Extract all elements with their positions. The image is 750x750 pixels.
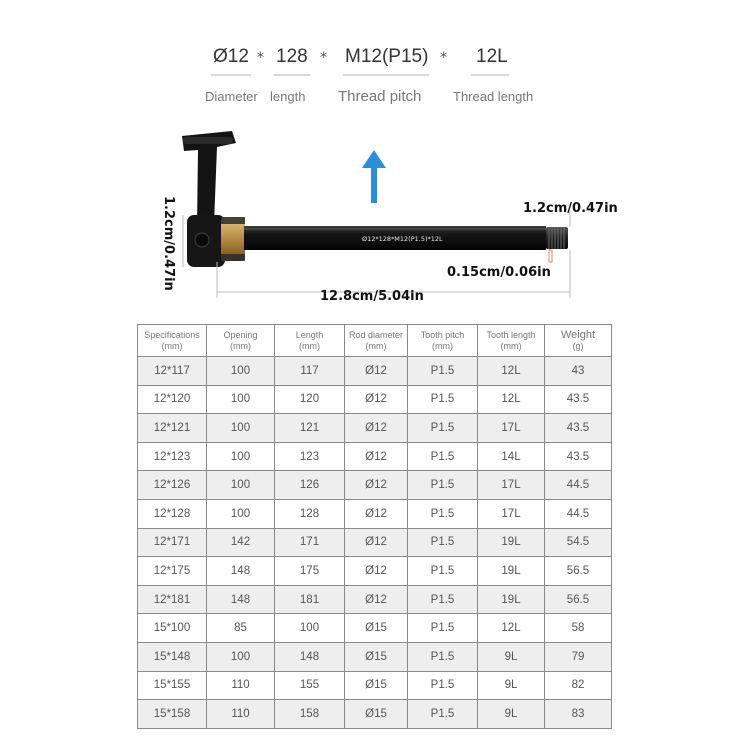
column-header-unit: (mm) <box>432 340 453 351</box>
axle-diagram <box>0 0 750 320</box>
table-cell: 9L <box>478 642 545 671</box>
table-cell: 56.5 <box>545 557 612 586</box>
caption-thread-length: Thread length <box>453 89 534 104</box>
table-cell: Ø12 <box>345 357 408 386</box>
table-cell: Ø12 <box>345 442 408 471</box>
table-cell: P1.5 <box>408 585 478 614</box>
table-cell: 43.5 <box>545 442 612 471</box>
gold-nut <box>221 217 245 261</box>
table-cell: 12*175 <box>138 557 207 586</box>
table-cell: 12*123 <box>138 442 207 471</box>
table-cell: 15*148 <box>138 642 207 671</box>
table-cell: P1.5 <box>408 442 478 471</box>
thread-diameter-label: 1.2cm/0.47in <box>523 201 618 216</box>
table-cell: 100 <box>207 499 275 528</box>
table-cell: 181 <box>275 585 345 614</box>
table-cell: 19L <box>478 528 545 557</box>
table-header-row <box>138 325 612 357</box>
table-row <box>138 671 612 700</box>
table-cell: 12*120 <box>138 385 207 414</box>
table-cell: P1.5 <box>408 471 478 500</box>
table-cell: P1.5 <box>408 700 478 729</box>
table-cell: 83 <box>545 700 612 729</box>
table-cell: 155 <box>275 671 345 700</box>
table-cell: 12*171 <box>138 528 207 557</box>
table-cell: 100 <box>207 414 275 443</box>
table-cell: 82 <box>545 671 612 700</box>
table-cell: 43.5 <box>545 385 612 414</box>
table-cell: 175 <box>275 557 345 586</box>
table-cell: 12*121 <box>138 414 207 443</box>
table-cell: 100 <box>275 614 345 643</box>
table-cell: 43.5 <box>545 414 612 443</box>
thread-pitch-value: M12(P15) <box>345 46 429 67</box>
table-cell: 17L <box>478 499 545 528</box>
table-row <box>138 585 612 614</box>
table-cell: P1.5 <box>408 614 478 643</box>
diameter-value: Ø12 <box>213 46 249 67</box>
cam-head <box>187 215 225 267</box>
table-cell: 117 <box>275 357 345 386</box>
column-header-unit: (mm) <box>299 340 320 351</box>
table-cell: Ø12 <box>345 414 408 443</box>
table-cell: Ø12 <box>345 499 408 528</box>
table-cell: 12*128 <box>138 499 207 528</box>
table-cell: Ø15 <box>345 671 408 700</box>
column-header <box>207 325 275 357</box>
pitch-label: 0.15cm/0.06in <box>447 265 551 280</box>
table-cell: 12L <box>478 614 545 643</box>
table-cell: 100 <box>207 357 275 386</box>
caption-diameter: Diameter <box>205 89 258 104</box>
length-label: 12.8cm/5.04in <box>320 289 424 304</box>
table-cell: Ø15 <box>345 700 408 729</box>
table-cell: 9L <box>478 700 545 729</box>
column-header <box>138 325 207 357</box>
threaded-end <box>546 227 568 249</box>
table-cell: 44.5 <box>545 499 612 528</box>
column-header <box>408 325 478 357</box>
spec-table <box>137 324 612 729</box>
column-header-unit: (mm) <box>161 340 183 351</box>
table-row <box>138 414 612 443</box>
table-cell: 142 <box>207 528 275 557</box>
table-cell: 43 <box>545 357 612 386</box>
column-header <box>478 325 545 357</box>
table-cell: 12*181 <box>138 585 207 614</box>
column-header-title: Opening <box>223 329 258 340</box>
table-cell: 12*126 <box>138 471 207 500</box>
thread-length-value: 12L <box>476 46 508 67</box>
table-cell: 14L <box>478 442 545 471</box>
table-cell: 19L <box>478 557 545 586</box>
table-cell: 44.5 <box>545 471 612 500</box>
table-cell: 56.5 <box>545 585 612 614</box>
pitch-marker <box>549 250 552 262</box>
table-cell: 100 <box>207 471 275 500</box>
length-value: 128 <box>276 46 308 67</box>
column-header-title: Tooth length <box>486 329 536 340</box>
table-cell: P1.5 <box>408 357 478 386</box>
table-cell: P1.5 <box>408 671 478 700</box>
caption-thread-pitch: Thread pitch <box>338 88 422 105</box>
table-cell: P1.5 <box>408 414 478 443</box>
table-row <box>138 499 612 528</box>
table-cell: 15*100 <box>138 614 207 643</box>
table-cell: Ø12 <box>345 557 408 586</box>
table-cell: 110 <box>207 700 275 729</box>
separator-3: * <box>440 50 447 66</box>
table-cell: 148 <box>207 557 275 586</box>
table-cell: Ø15 <box>345 614 408 643</box>
table-cell: 58 <box>545 614 612 643</box>
table-cell: 85 <box>207 614 275 643</box>
table-cell: 148 <box>207 585 275 614</box>
table-cell: 100 <box>207 642 275 671</box>
table-cell: 171 <box>275 528 345 557</box>
column-header-title: Specifications <box>144 329 200 340</box>
table-cell: 12*117 <box>138 357 207 386</box>
table-cell: 128 <box>275 499 345 528</box>
table-row <box>138 557 612 586</box>
column-header-title: Length <box>295 329 324 340</box>
separator-2: * <box>320 50 327 66</box>
column-header-title: Weight <box>560 328 596 341</box>
table-cell: Ø12 <box>345 471 408 500</box>
table-cell: 19L <box>478 585 545 614</box>
table-row <box>138 528 612 557</box>
table-row <box>138 357 612 386</box>
table-cell: 54.5 <box>545 528 612 557</box>
table-cell: Ø12 <box>345 385 408 414</box>
table-cell: 9L <box>478 671 545 700</box>
table-row <box>138 442 612 471</box>
column-header <box>275 325 345 357</box>
table-cell: 148 <box>275 642 345 671</box>
table-row <box>138 700 612 729</box>
table-cell: 100 <box>207 385 275 414</box>
table-cell: 17L <box>478 414 545 443</box>
table-cell: 17L <box>478 471 545 500</box>
axle-marking: Ø12*128*M12(P1.5)*12L <box>362 235 443 243</box>
table-cell: 120 <box>275 385 345 414</box>
table-cell: P1.5 <box>408 385 478 414</box>
table-cell: 100 <box>207 442 275 471</box>
column-header-title: Rod diameter <box>348 329 404 340</box>
table-row <box>138 614 612 643</box>
table-row <box>138 385 612 414</box>
table-cell: 121 <box>275 414 345 443</box>
table-cell: 110 <box>207 671 275 700</box>
table-cell: Ø12 <box>345 528 408 557</box>
separator-1: * <box>257 50 264 66</box>
column-header-unit: (g) <box>572 340 584 351</box>
table-cell: P1.5 <box>408 499 478 528</box>
arrow-up-icon <box>362 150 386 203</box>
caption-length: length <box>270 89 306 104</box>
table-cell: 12L <box>478 385 545 414</box>
column-header <box>345 325 408 357</box>
table-body <box>138 357 612 729</box>
lever-handle <box>182 131 236 226</box>
column-header-unit: (mm) <box>230 340 251 351</box>
table-cell: 126 <box>275 471 345 500</box>
table-cell: 12L <box>478 357 545 386</box>
table-row <box>138 471 612 500</box>
table-cell: 158 <box>275 700 345 729</box>
table-cell: P1.5 <box>408 642 478 671</box>
column-header-unit: (mm) <box>500 340 522 351</box>
column-header-unit: (mm) <box>365 340 387 351</box>
column-header <box>545 325 612 357</box>
table-cell: Ø12 <box>345 585 408 614</box>
table-cell: 15*158 <box>138 700 207 729</box>
column-header-title: Tooth pitch <box>420 329 465 340</box>
table-cell: P1.5 <box>408 557 478 586</box>
table-row <box>138 642 612 671</box>
table-cell: 123 <box>275 442 345 471</box>
table-cell: P1.5 <box>408 528 478 557</box>
head-size-label: 1.2cm/0.47in <box>161 196 176 291</box>
table-cell: 15*155 <box>138 671 207 700</box>
table-cell: 79 <box>545 642 612 671</box>
table-cell: Ø15 <box>345 642 408 671</box>
